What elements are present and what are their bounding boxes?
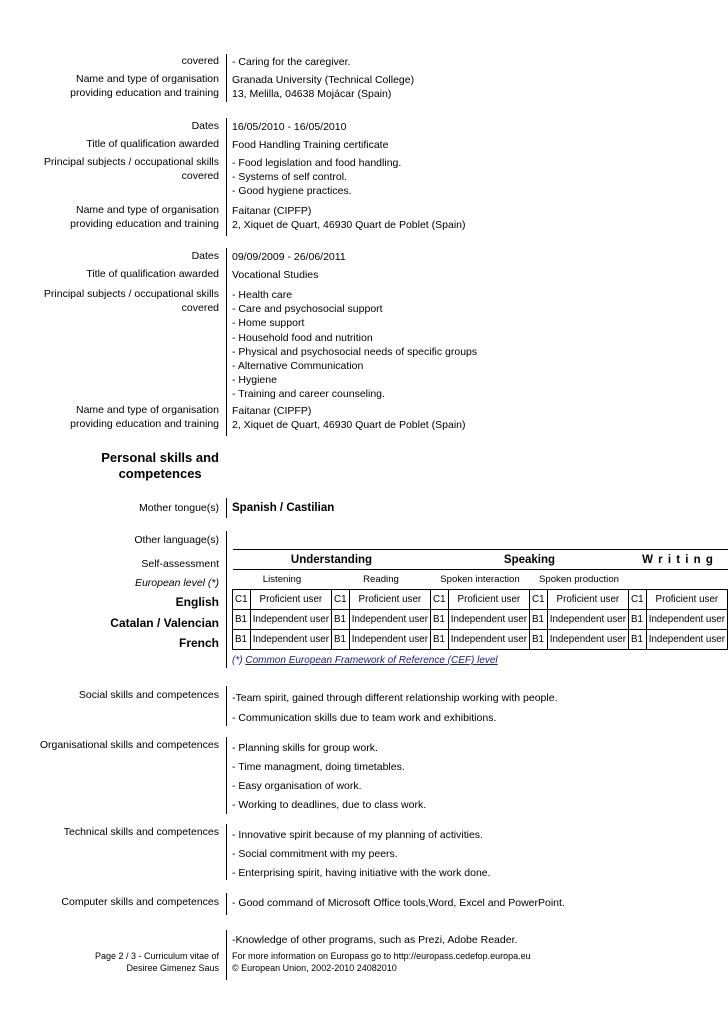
level-text: Independent user xyxy=(250,630,331,650)
language-name-french: French xyxy=(178,636,219,650)
level-text: Independent user xyxy=(250,610,331,630)
level-code: C1 xyxy=(332,590,350,610)
subheader-spoken-production: Spoken production xyxy=(530,570,629,590)
cef-footnote-prefix: (*) xyxy=(232,655,246,666)
computer-skills-label: Computer skills and competences xyxy=(61,896,219,908)
subheader-reading: Reading xyxy=(332,570,431,590)
column-divider xyxy=(226,248,227,436)
subjects-list xyxy=(232,288,477,402)
level-code: B1 xyxy=(332,610,350,630)
level-code: C1 xyxy=(233,590,251,610)
footer-europass-info: For more information on Europass go to http://europass.cedefop.europa.eu © European Union, 2002-2010 24082010 xyxy=(232,951,531,973)
level-code: B1 xyxy=(629,610,647,630)
header-speaking: Speaking xyxy=(431,550,629,570)
organisation-label: Name and type of organisation providing education and training xyxy=(70,204,219,230)
list-item: -Team spirit, gained through different relationship working with people. xyxy=(232,692,558,704)
level-text: Independent user xyxy=(547,610,628,630)
level-text: Independent user xyxy=(349,610,430,630)
section-heading-personal-skills: Personal skills and competences xyxy=(101,450,219,481)
column-divider xyxy=(226,893,227,915)
organisational-skills-list xyxy=(232,739,426,815)
european-level-label: European level (*) xyxy=(134,577,219,589)
social-skills-list xyxy=(232,689,558,728)
computer-skill-item: -Knowledge of other programs, such as Prezi, Adobe Reader. xyxy=(232,934,518,946)
subjects-label: Principal subjects / occupational skills covered xyxy=(43,156,219,182)
organisational-skills-label: Organisational skills and competences xyxy=(39,739,219,751)
table-row xyxy=(233,610,728,630)
subjects-label: Principal subjects / occupational skills covered xyxy=(43,288,219,314)
list-item: - Alternative Communication xyxy=(232,360,364,373)
subjects-list xyxy=(232,156,401,199)
technical-skills-label: Technical skills and competences xyxy=(63,826,219,838)
organisation-value: Faitanar (CIPFP) 2, Xiquet de Quart, 46930 Quart de Poblet (Spain) xyxy=(232,205,466,232)
technical-skills-list xyxy=(232,826,491,883)
language-name-english: English xyxy=(175,595,219,609)
organisation-label: Name and type of organisation providing education and training xyxy=(70,73,219,99)
column-divider xyxy=(226,498,227,518)
list-item: - Health care xyxy=(232,289,293,301)
cef-link[interactable]: Common European Framework of Reference (CEF) level xyxy=(245,655,498,666)
level-text: Proficient user xyxy=(250,590,331,610)
dates-label: Dates xyxy=(191,250,219,262)
list-item: - Good hygiene practices. xyxy=(232,185,352,198)
organisation-label: Name and type of organisation providing education and training xyxy=(70,404,219,430)
level-code: C1 xyxy=(530,590,548,610)
mother-tongue-value: Spanish / Castilian xyxy=(232,502,335,514)
list-item: - Working to deadlines, due to class work. xyxy=(232,799,427,811)
level-text: Independent user xyxy=(547,630,628,650)
computer-skill-item: - Good command of Microsoft Office tools,Word, Excel and PowerPoint. xyxy=(232,897,565,909)
covered-label: covered xyxy=(181,55,219,67)
column-divider xyxy=(226,824,227,880)
covered-value: - Caring for the caregiver. xyxy=(232,56,351,68)
level-code: B1 xyxy=(431,630,449,650)
level-code: C1 xyxy=(629,590,647,610)
level-text: Proficient user xyxy=(448,590,529,610)
level-text: Independent user xyxy=(646,630,727,650)
level-code: B1 xyxy=(233,610,251,630)
subheader-spoken-interaction: Spoken interaction xyxy=(431,570,530,590)
level-code: B1 xyxy=(629,630,647,650)
qualification-title-label: Title of qualification awarded xyxy=(86,268,219,280)
cef-footnote xyxy=(232,655,498,666)
language-table xyxy=(232,549,728,650)
level-text: Proficient user xyxy=(646,590,727,610)
level-text: Proficient user xyxy=(349,590,430,610)
list-item: - Innovative spirit because of my planning of activities. xyxy=(232,829,483,841)
level-text: Proficient user xyxy=(547,590,628,610)
column-divider xyxy=(226,118,227,236)
mother-tongue-label: Mother tongue(s) xyxy=(139,502,219,514)
qualification-title-label: Title of qualification awarded xyxy=(86,138,219,150)
list-item: - Hygiene xyxy=(232,374,277,387)
qualification-title-value: Vocational Studies xyxy=(232,269,319,281)
list-item: - Household food and nutrition xyxy=(232,331,373,344)
subheader-writing-blank xyxy=(629,570,728,590)
qualification-title-value: Food Handling Training certificate xyxy=(232,139,389,151)
language-name-catalan: Catalan / Valencian xyxy=(110,616,219,630)
column-divider xyxy=(226,952,227,980)
list-item: - Planning skills for group work. xyxy=(232,742,378,754)
footer-page-info: Page 2 / 3 - Curriculum vitae of Desiree Gimenez Saus xyxy=(94,951,219,973)
list-item: - Time managment, doing timetables. xyxy=(232,761,405,773)
dates-value: 09/09/2009 - 26/06/2011 xyxy=(232,251,346,263)
table-row xyxy=(233,630,728,650)
list-item: - Home support xyxy=(232,317,305,330)
header-writing: W r i t i n g xyxy=(629,550,728,570)
list-item: - Enterprising spirit, having initiative with the work done. xyxy=(232,867,491,879)
level-code: B1 xyxy=(431,610,449,630)
organisation-value: Faitanar (CIPFP) 2, Xiquet de Quart, 46930 Quart de Poblet (Spain) xyxy=(232,405,466,432)
list-item: - Physical and psychosocial needs of specific groups xyxy=(232,345,478,358)
organisation-value: Granada University (Technical College) 13, Melilla, 04638 Mojácar (Spain) xyxy=(232,74,415,101)
level-text: Independent user xyxy=(646,610,727,630)
list-item: - Care and psychosocial support xyxy=(232,303,383,316)
level-text: Independent user xyxy=(448,610,529,630)
level-code: B1 xyxy=(530,630,548,650)
column-divider xyxy=(226,737,227,814)
level-text: Independent user xyxy=(349,630,430,650)
table-row xyxy=(233,590,728,610)
list-item: - Easy organisation of work. xyxy=(232,780,362,792)
self-assessment-label: Self-assessment xyxy=(141,558,219,570)
dates-value: 16/05/2010 - 16/05/2010 xyxy=(232,121,347,133)
level-code: B1 xyxy=(530,610,548,630)
level-code: C1 xyxy=(431,590,449,610)
level-code: B1 xyxy=(332,630,350,650)
column-divider xyxy=(226,686,227,726)
table-header-row xyxy=(233,550,728,570)
column-divider xyxy=(226,54,227,102)
level-code: B1 xyxy=(233,630,251,650)
list-item: - Training and career counseling. xyxy=(232,388,385,401)
table-subheader-row xyxy=(233,570,728,590)
social-skills-label: Social skills and competences xyxy=(78,689,219,701)
column-divider xyxy=(226,531,227,668)
column-divider xyxy=(226,930,227,952)
list-item: - Food legislation and food handling. xyxy=(232,157,402,169)
dates-label: Dates xyxy=(191,120,219,132)
list-item: - Systems of self control. xyxy=(232,171,347,184)
header-understanding: Understanding xyxy=(233,550,431,570)
level-text: Independent user xyxy=(448,630,529,650)
other-languages-label: Other language(s) xyxy=(134,534,219,546)
list-item: - Communication skills due to team work and exhibitions. xyxy=(232,711,497,724)
list-item: - Social commitment with my peers. xyxy=(232,848,398,860)
subheader-listening: Listening xyxy=(233,570,332,590)
